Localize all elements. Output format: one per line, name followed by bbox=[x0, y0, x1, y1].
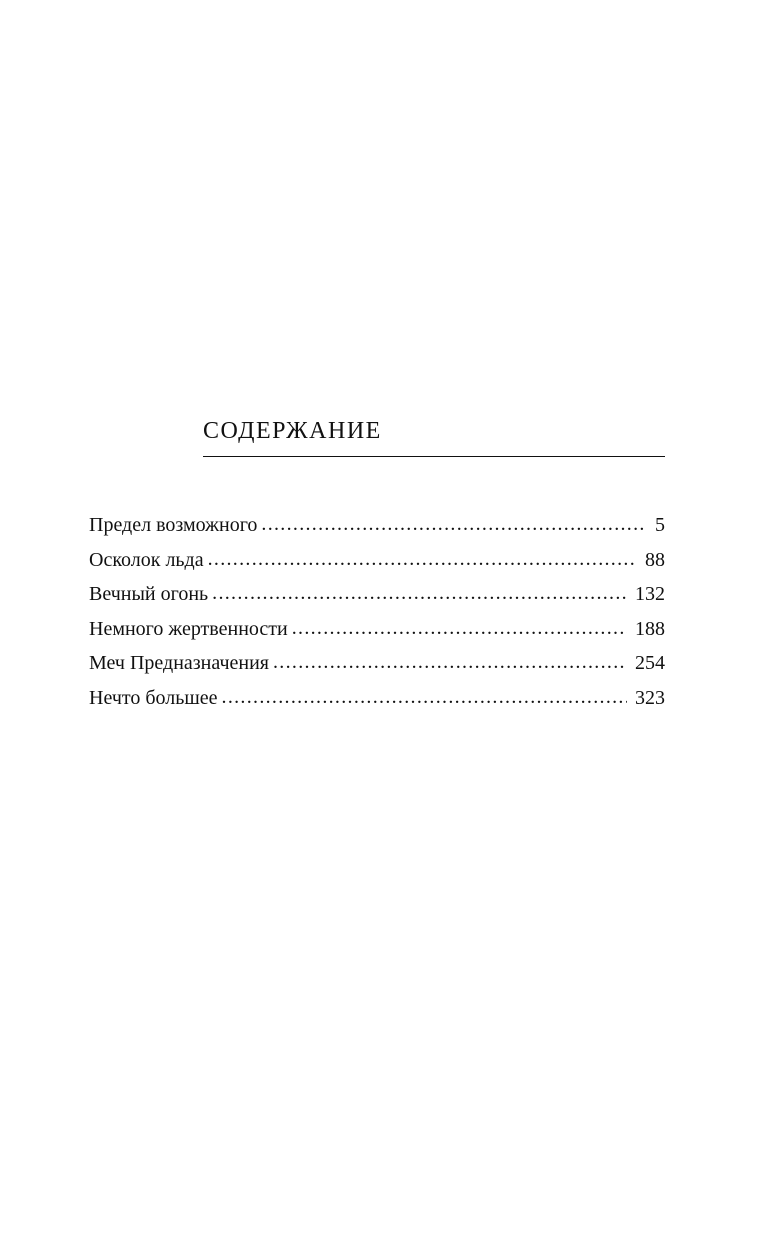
toc-entry-page: 323 bbox=[635, 686, 665, 709]
toc-entry[interactable] bbox=[89, 648, 665, 683]
toc-entry-title: Предел возможного bbox=[89, 514, 258, 536]
dot-leader bbox=[261, 509, 647, 539]
contents-heading: содержание bbox=[203, 409, 382, 446]
toc-entry-page: 188 bbox=[635, 617, 665, 640]
toc-entry-title: Меч Предназначения bbox=[89, 652, 269, 674]
dot-leader bbox=[273, 647, 627, 677]
dot-leader bbox=[222, 682, 627, 712]
toc-entry-title: Осколок льда bbox=[89, 548, 204, 571]
contents-heading-block bbox=[203, 405, 665, 457]
toc-entry-title: Вечный огонь bbox=[89, 583, 209, 605]
heading-underline bbox=[203, 456, 665, 457]
dot-leader bbox=[292, 613, 627, 643]
table-of-contents bbox=[89, 510, 665, 717]
toc-entry-page: 88 bbox=[645, 548, 665, 571]
toc-entry[interactable] bbox=[89, 614, 665, 649]
toc-entry[interactable] bbox=[89, 683, 665, 718]
toc-entry[interactable] bbox=[89, 510, 665, 545]
toc-entry-page: 5 bbox=[655, 514, 665, 536]
toc-entry[interactable] bbox=[89, 579, 665, 614]
toc-entry[interactable] bbox=[89, 545, 665, 580]
toc-entry-title: Нечто большее bbox=[89, 686, 218, 709]
dot-leader bbox=[208, 544, 637, 574]
dot-leader bbox=[212, 578, 627, 608]
toc-entry-page: 132 bbox=[635, 583, 665, 605]
toc-entry-page: 254 bbox=[635, 652, 665, 674]
toc-entry-title: Немного жертвенности bbox=[89, 617, 288, 640]
